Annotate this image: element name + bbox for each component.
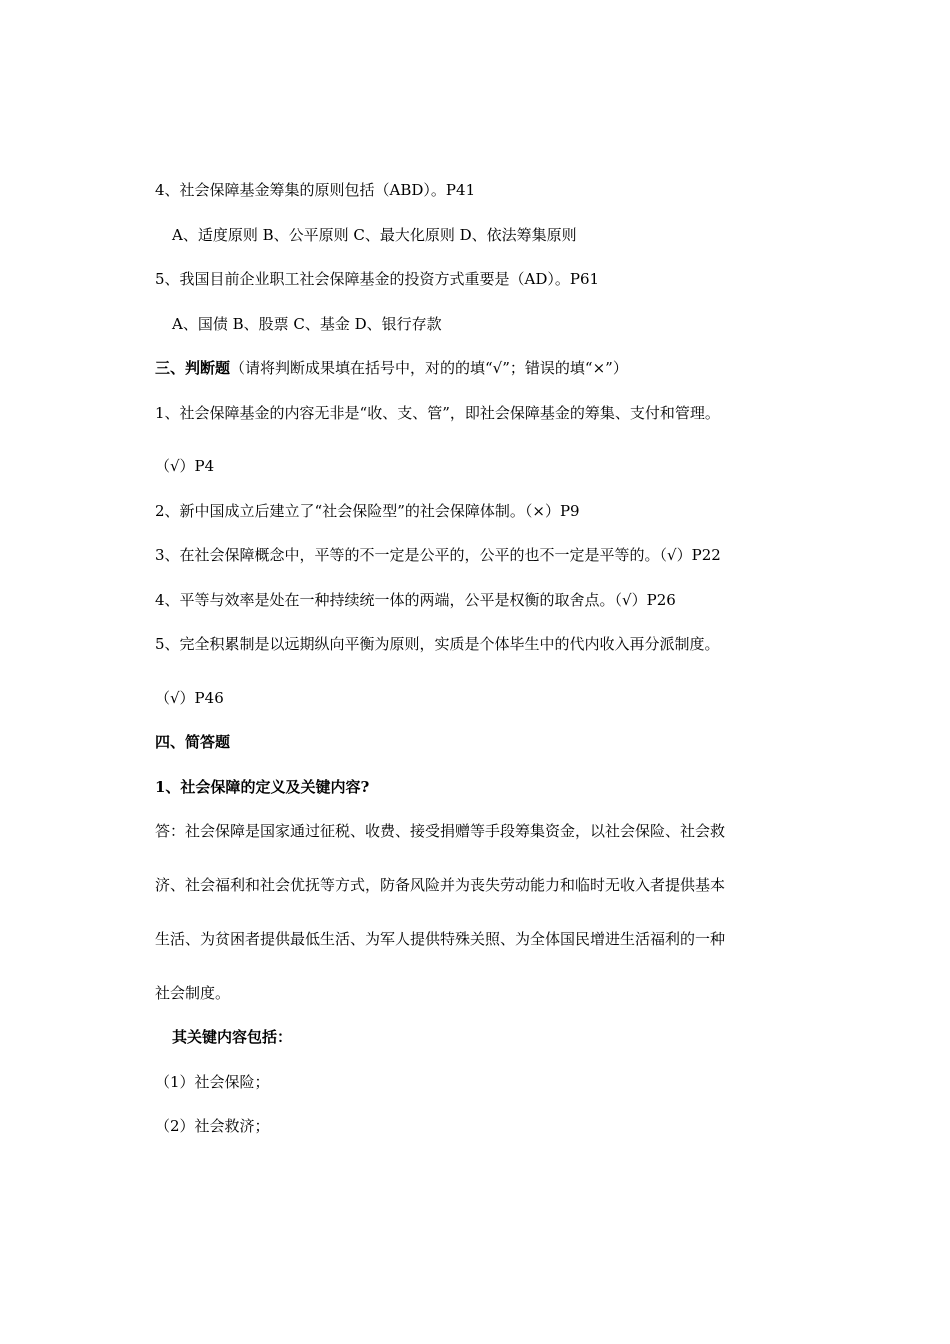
key-item-1: （1）社会保险；: [155, 1073, 270, 1091]
answer-line-1: 答：社会保障是国家通过征税、收费、接受捐赠等手段筹集资金，以社会保险、社会救: [155, 822, 726, 840]
judgment-heading: 三、判断题: [155, 359, 231, 377]
judgment-item-5-line2: （√）P46: [155, 689, 224, 707]
mc-q4-question: 4、社会保障基金筹集的原则包括（ABD）。P41: [155, 181, 476, 199]
mc-q5-options: A、国债 B、股票 C、基金 D、银行存款: [172, 315, 442, 333]
mc-q4-options: A、适度原则 B、公平原则 C、最大化原则 D、依法筹集原则: [172, 226, 577, 244]
judgment-instruction: （请将判断成果填在括号中，对的的填“√”；错误的填“×”）: [230, 359, 628, 377]
key-content-heading: 其关键内容包括：: [172, 1028, 293, 1046]
answer-line-4: 社会制度。: [155, 984, 231, 1002]
judgment-item-2: 2、新中国成立后建立了“社会保险型”的社会保障体制。（×）P9: [155, 502, 580, 520]
judgment-item-4: 4、平等与效率是处在一种持续统一体的两端，公平是权衡的取舍点。（√）P26: [155, 591, 676, 609]
judgment-section-title: [155, 358, 628, 378]
judgment-item-3: 3、在社会保障概念中，平等的不一定是公平的，公平的也不一定是平等的。（√）P22: [155, 546, 721, 564]
key-item-2: （2）社会救济；: [155, 1117, 270, 1135]
mc-q5-question: 5、我国目前企业职工社会保障基金的投资方式重要是（AD）。P61: [155, 270, 600, 288]
short-answer-heading: 四、简答题: [155, 733, 231, 751]
judgment-item-1-line2: （√）P4: [155, 457, 215, 475]
short-answer-q1-question: 1、社会保障的定义及关键内容?: [155, 778, 370, 796]
answer-line-3: 生活、为贫困者提供最低生活、为军人提供特殊关照、为全体国民增进生活福利的一种: [155, 930, 726, 948]
judgment-item-1-line1: 1、社会保障基金的内容无非是“收、支、管”，即社会保障基金的筹集、支付和管理。: [155, 404, 720, 422]
answer-line-2: 济、社会福利和社会优抚等方式，防备风险并为丧失劳动能力和临时无收入者提供基本: [155, 876, 726, 894]
judgment-item-5-line1: 5、完全积累制是以远期纵向平衡为原则，实质是个体毕生中的代内收入再分派制度。: [155, 635, 720, 653]
